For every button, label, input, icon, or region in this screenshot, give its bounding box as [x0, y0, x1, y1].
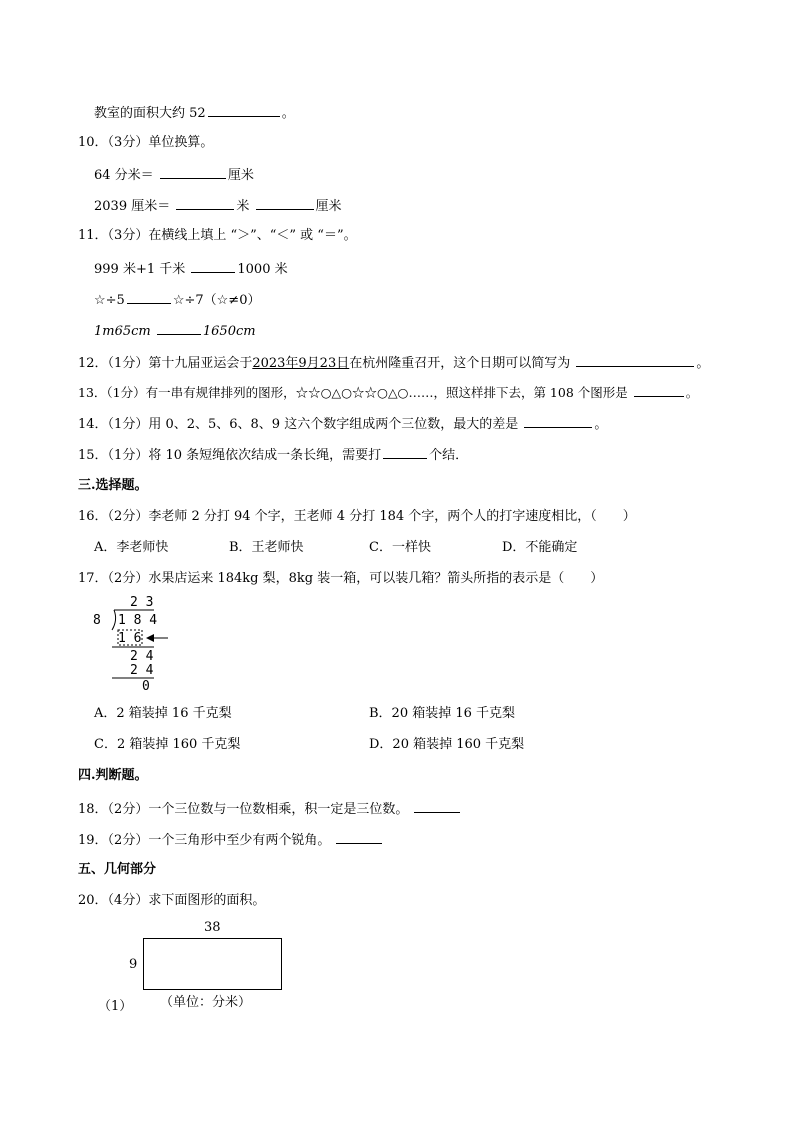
- question-17: 17．（2分）水果店运来 184kg 梨，8kg 装一箱，可以装几箱？箭头所指的表示是（ ）: [78, 571, 604, 586]
- blank[interactable]: [576, 354, 694, 367]
- question-19: [78, 831, 384, 849]
- option-17a[interactable]: A．2 箱装掉 16 千克梨: [94, 706, 232, 721]
- text: 。: [281, 106, 295, 121]
- text: 厘米: [315, 199, 342, 214]
- blank[interactable]: [157, 322, 201, 335]
- text: 12．（1分）第十九届亚运会于: [78, 356, 253, 371]
- blank[interactable]: [160, 166, 226, 179]
- arrow-icon: [146, 634, 154, 642]
- blank[interactable]: [383, 446, 427, 459]
- option-17d[interactable]: D．20 箱装掉 160 千克梨: [369, 737, 525, 752]
- blank[interactable]: [524, 415, 592, 428]
- blank[interactable]: [414, 800, 460, 813]
- blank[interactable]: [191, 260, 235, 273]
- text: 13．（1分）有一串有规律排列的图形，☆☆○△○☆☆○△○……，照这样排下去，第 108 个图形是: [78, 385, 628, 400]
- section-4-heading: 四.判断题。: [78, 768, 148, 783]
- step-product-1: 1 6: [118, 631, 142, 646]
- text: 2039 厘米＝: [94, 199, 171, 214]
- text: 个结．: [429, 448, 469, 463]
- blank[interactable]: [208, 104, 280, 117]
- answer-line-classroom-area: [94, 104, 295, 122]
- text: 14．（1分）用 0、2、5、6、8、9 这六个数字组成两个三位数，最大的差是: [78, 417, 519, 432]
- question-11: 11．（3分）在横线上填上 “＞”、“＜” 或 “＝”。: [78, 228, 357, 243]
- blank[interactable]: [256, 197, 314, 210]
- text: 18．（2分）一个三位数与一位数相乘，积一定是三位数。: [78, 802, 409, 817]
- text: 厘米: [227, 168, 254, 183]
- question-16: 16．（2分）李老师 2 分打 94 个字，王老师 4 分打 184 个字，两个人的打字速度相比，（ ）: [78, 509, 636, 524]
- question-12: [78, 354, 709, 372]
- text: 1m65cm: [94, 324, 151, 339]
- long-division-figure: [88, 594, 188, 694]
- date-text: 2023年9月23日: [252, 356, 350, 371]
- step-product-2: 2 4: [130, 663, 154, 678]
- text: 1000 米: [237, 262, 288, 277]
- option-16a[interactable]: A．李老师快: [94, 540, 169, 555]
- blank[interactable]: [634, 384, 684, 397]
- text: 在杭州隆重召开，这个日期可以简写为: [349, 356, 571, 371]
- option-16d[interactable]: D．不能确定: [502, 540, 578, 555]
- text: 19．（2分）一个三角形中至少有两个锐角。: [78, 833, 331, 848]
- unit-note: （单位：分米）: [160, 995, 252, 1010]
- section-3-heading: 三.选择题。: [78, 478, 148, 493]
- blank[interactable]: [336, 831, 382, 844]
- text: 。: [594, 417, 608, 432]
- question-20: 20．（4分）求下面图形的面积。: [78, 893, 266, 908]
- blank[interactable]: [176, 197, 234, 210]
- text: 64 分米＝: [94, 168, 154, 183]
- question-15: [78, 446, 468, 464]
- option-17c[interactable]: C．2 箱装掉 160 千克梨: [94, 737, 241, 752]
- question-10b: [94, 197, 342, 215]
- question-11a: [94, 260, 288, 278]
- text: ☆÷7（☆≠0）: [172, 293, 261, 308]
- question-11c: [94, 322, 256, 340]
- option-16b[interactable]: B．王老师快: [229, 540, 304, 555]
- divisor: 8: [93, 613, 101, 628]
- text: 。: [696, 356, 710, 371]
- dividend: 1 8 4: [118, 613, 158, 628]
- section-5-heading: 五、几何部分: [78, 862, 157, 877]
- rectangle-shape: [143, 938, 282, 990]
- figure-index: （1）: [98, 999, 133, 1014]
- option-16c[interactable]: C．一样快: [369, 540, 431, 555]
- question-18: [78, 800, 462, 818]
- rect-side-label: 9: [129, 957, 138, 972]
- text: 米: [236, 199, 250, 214]
- text: 1650cm: [202, 324, 256, 339]
- text: 999 米+1 千米: [94, 262, 186, 277]
- remainder: 0: [142, 679, 150, 694]
- option-17b[interactable]: B．20 箱装掉 16 千克梨: [369, 706, 516, 721]
- text: ☆÷5: [94, 293, 125, 308]
- text: 教室的面积大约 52: [94, 106, 206, 121]
- question-10: 10．（3分）单位换算。: [78, 135, 214, 150]
- question-10a: [94, 166, 254, 184]
- text: 。: [685, 385, 699, 400]
- question-11b: [94, 291, 260, 309]
- blank[interactable]: [127, 291, 171, 304]
- step-bring-down: 2 4: [130, 649, 154, 664]
- text: 15．（1分）将 10 条短绳依次结成一条长绳，需要打: [78, 448, 382, 463]
- question-14: [78, 415, 607, 433]
- question-13: [78, 384, 698, 401]
- rect-top-label: 38: [204, 920, 221, 935]
- quotient: 2 3: [130, 595, 154, 610]
